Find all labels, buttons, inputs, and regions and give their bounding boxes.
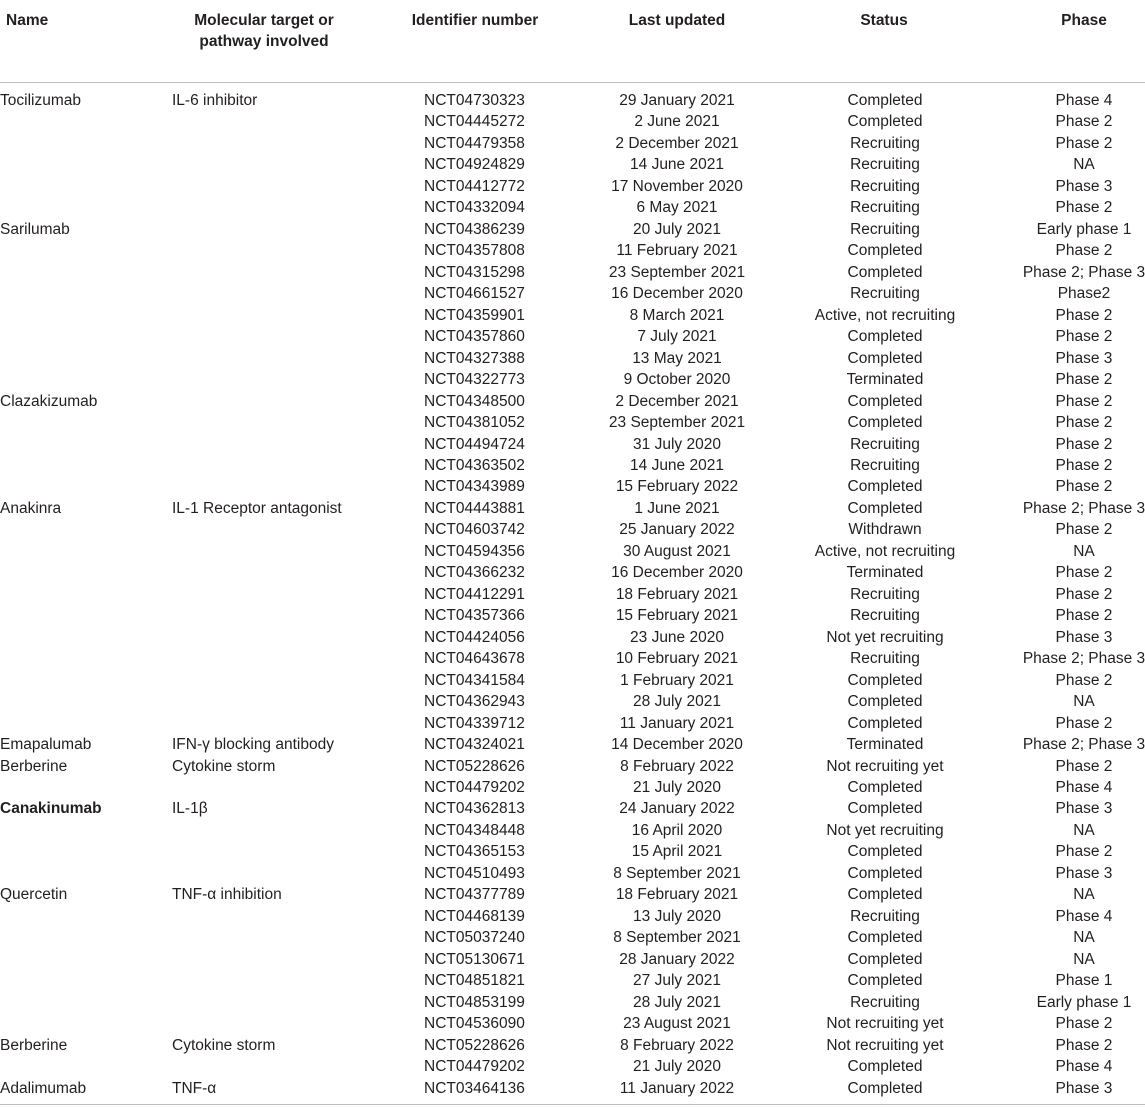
cell-identifier: NCT03464136 (424, 1079, 525, 1097)
table-row (0, 197, 1145, 218)
cell-last-updated: 6 May 2021 (636, 199, 718, 217)
table-row (0, 326, 1145, 347)
cell-last-updated: 28 July 2021 (633, 693, 721, 711)
cell-phase: Phase 3 (1055, 628, 1113, 646)
cell-name: Tocilizumab (0, 92, 81, 109)
cell-phase: Phase 2 (1055, 843, 1113, 861)
cell-phase: Phase 2 (1055, 134, 1113, 152)
cell-phase: Phase 2 (1055, 478, 1113, 496)
cell-phase: Phase 2 (1055, 757, 1113, 775)
cell-status: Recruiting (850, 156, 920, 174)
cell-last-updated: 11 February 2021 (616, 242, 738, 260)
cell-identifier: NCT04386239 (424, 220, 525, 238)
table-row (0, 562, 1145, 583)
cell-status: Completed (847, 950, 923, 968)
table-row (0, 519, 1145, 540)
cell-identifier: NCT04603742 (424, 521, 525, 539)
cell-status: Terminated (846, 371, 924, 389)
table-row (0, 949, 1145, 970)
cell-identifier: NCT04357366 (424, 607, 525, 625)
table-row (0, 176, 1145, 197)
cell-last-updated: 14 June 2021 (630, 456, 724, 474)
cell-identifier: NCT04424056 (424, 628, 525, 646)
table-row (0, 498, 1145, 519)
cell-last-updated: 17 November 2020 (611, 177, 743, 195)
table-row (0, 262, 1145, 283)
cell-phase: Phase 3 (1055, 349, 1113, 367)
cell-status: Completed (847, 972, 923, 990)
cell-status: Completed (847, 414, 923, 432)
cell-identifier: NCT04479202 (424, 779, 525, 796)
table-row (0, 412, 1145, 433)
cell-last-updated: 15 April 2021 (631, 843, 723, 861)
cell-name: Berberine (0, 757, 68, 775)
cell-status: Completed (847, 92, 923, 109)
cell-identifier: NCT05130671 (424, 950, 525, 968)
cell-last-updated: 18 February 2021 (615, 886, 739, 904)
cell-identifier: NCT05037240 (424, 929, 525, 947)
cell-phase: Phase 2 (1055, 1036, 1113, 1054)
table-row (0, 1078, 1145, 1099)
table-row (0, 240, 1145, 261)
table-row (0, 1013, 1145, 1034)
cell-status: Recruiting (850, 177, 920, 195)
cell-phase: Phase 2 (1055, 585, 1113, 603)
cell-status: Completed (847, 499, 923, 517)
header-name: Name (6, 12, 49, 29)
cell-identifier: NCT04377789 (424, 886, 525, 904)
cell-phase: Phase 2 (1055, 242, 1113, 260)
cell-status: Recruiting (850, 650, 920, 668)
cell-last-updated: 27 July 2021 (633, 972, 721, 990)
table-row (0, 434, 1145, 455)
cell-name: Sarilumab (0, 220, 70, 238)
cell-last-updated: 20 July 2021 (633, 220, 721, 238)
cell-identifier: NCT04494724 (424, 435, 525, 453)
cell-status: Terminated (846, 736, 924, 754)
table-row (0, 154, 1145, 175)
cell-phase: Phase 1 (1055, 972, 1113, 990)
table-row (0, 992, 1145, 1013)
cell-status: Completed (847, 328, 923, 346)
cell-last-updated: 2 December 2021 (615, 392, 739, 410)
table-row (0, 476, 1145, 497)
cell-last-updated: 2 June 2021 (634, 113, 720, 131)
table-row (0, 605, 1145, 626)
cell-target: TNF-α inhibition (172, 886, 282, 904)
cell-status: Completed (847, 671, 923, 689)
cell-identifier: NCT04536090 (424, 1015, 525, 1033)
cell-last-updated: 1 February 2021 (620, 671, 734, 689)
cell-name: Berberine (0, 1036, 68, 1054)
cell-last-updated: 11 January 2022 (619, 1079, 735, 1097)
cell-phase: NA (1073, 886, 1095, 904)
table-row (0, 627, 1145, 648)
cell-name: Canakinumab (0, 800, 102, 818)
cell-status: Completed (847, 714, 923, 732)
cell-target: IL-6 inhibitor (172, 92, 258, 109)
cell-identifier: NCT04443881 (424, 499, 525, 517)
table-row (0, 90, 1145, 111)
cell-phase: Phase 2 (1055, 414, 1113, 432)
table-row (0, 541, 1145, 562)
cell-last-updated: 11 January 2021 (619, 714, 735, 732)
cell-phase: Phase 4 (1055, 92, 1113, 109)
cell-target: Cytokine storm (172, 757, 276, 775)
cell-identifier: NCT04348500 (424, 392, 525, 410)
cell-status: Recruiting (850, 134, 920, 152)
cell-phase: Phase 2 (1055, 521, 1113, 539)
cell-status: Completed (847, 779, 923, 796)
cell-identifier: NCT04363502 (424, 456, 525, 474)
cell-last-updated: 8 February 2022 (620, 757, 734, 775)
cell-status: Recruiting (850, 435, 920, 453)
cell-last-updated: 13 May 2021 (632, 349, 722, 367)
cell-status: Completed (847, 1079, 923, 1097)
cell-status: Recruiting (850, 220, 920, 238)
cell-status: Withdrawn (848, 521, 922, 539)
cell-phase: Phase 2 (1055, 306, 1113, 324)
cell-status: Not yet recruiting (826, 821, 944, 839)
cell-last-updated: 10 February 2021 (615, 650, 739, 668)
cell-identifier: NCT04479202 (424, 1058, 525, 1076)
cell-phase: Phase 3 (1055, 864, 1113, 882)
cell-phase: Phase 2 (1055, 671, 1113, 689)
table-row (0, 691, 1145, 712)
cell-identifier: NCT04924829 (424, 156, 525, 174)
cell-status: Completed (847, 843, 923, 861)
cell-phase: Phase 2; Phase 3 (1022, 263, 1145, 281)
cell-status: Active, not recruiting (814, 542, 956, 560)
table-row (0, 841, 1145, 862)
cell-status: Recruiting (850, 907, 920, 925)
cell-identifier: NCT04853199 (424, 993, 525, 1011)
table-body (0, 90, 1145, 1099)
table-row (0, 734, 1145, 755)
cell-phase: Phase 2 (1055, 199, 1113, 217)
table-row (0, 777, 1145, 798)
cell-phase: NA (1073, 693, 1095, 711)
cell-phase: Phase 2 (1055, 113, 1113, 131)
cell-identifier: NCT04412772 (424, 177, 525, 195)
cell-phase: Phase 2; Phase 3 (1022, 650, 1145, 668)
cell-identifier: NCT04366232 (424, 564, 525, 582)
cell-identifier: NCT04479358 (424, 134, 525, 152)
cell-status: Completed (847, 349, 923, 367)
cell-phase: Phase 2 (1055, 607, 1113, 625)
cell-status: Completed (847, 693, 923, 711)
cell-identifier: NCT04362813 (424, 800, 525, 818)
cell-last-updated: 1 June 2021 (634, 499, 720, 517)
table-row (0, 369, 1145, 390)
cell-last-updated: 8 September 2021 (613, 864, 741, 882)
cell-identifier: NCT04851821 (424, 972, 525, 990)
cell-identifier: NCT04324021 (424, 736, 525, 754)
cell-phase: Phase 2; Phase 3 (1022, 736, 1145, 754)
cell-status: Not yet recruiting (826, 628, 944, 646)
cell-name: Adalimumab (0, 1079, 87, 1097)
header-phase: Phase (1061, 12, 1107, 29)
cell-phase: NA (1073, 542, 1095, 560)
cell-last-updated: 29 January 2021 (619, 92, 735, 109)
cell-last-updated: 9 October 2020 (623, 371, 731, 389)
header-identifier: Identifier number (411, 12, 539, 29)
cell-phase: Phase 2; Phase 3 (1022, 499, 1145, 517)
cell-phase: Early phase 1 (1036, 993, 1132, 1011)
cell-last-updated: 14 June 2021 (630, 156, 724, 174)
cell-phase: Phase 2 (1055, 371, 1113, 389)
cell-phase: NA (1073, 821, 1095, 839)
cell-identifier: NCT04730323 (424, 92, 525, 109)
cell-status: Not recruiting yet (826, 1015, 944, 1033)
cell-last-updated: 16 April 2020 (631, 821, 723, 839)
cell-identifier: NCT04381052 (424, 414, 525, 432)
cell-last-updated: 13 July 2020 (633, 907, 721, 925)
cell-last-updated: 16 December 2020 (611, 564, 743, 582)
cell-phase: Phase 2 (1055, 456, 1113, 474)
cell-last-updated: 21 July 2020 (633, 779, 721, 796)
table-row (0, 906, 1145, 927)
cell-last-updated: 25 January 2022 (619, 521, 735, 539)
cell-status: Recruiting (850, 585, 920, 603)
table-row (0, 756, 1145, 777)
table-row (0, 820, 1145, 841)
cell-identifier: NCT04661527 (424, 285, 525, 303)
table-row (0, 305, 1145, 326)
cell-identifier: NCT04322773 (424, 371, 525, 389)
cell-status: Completed (847, 392, 923, 410)
cell-identifier: NCT04332094 (424, 199, 525, 217)
table-row (0, 283, 1145, 304)
cell-status: Completed (847, 478, 923, 496)
table-row (0, 455, 1145, 476)
cell-status: Completed (847, 864, 923, 882)
cell-status: Completed (847, 263, 923, 281)
cell-identifier: NCT04339712 (424, 714, 525, 732)
cell-phase: Phase 2 (1055, 328, 1113, 346)
cell-name: Emapalumab (0, 736, 92, 754)
cell-phase: Phase 3 (1055, 800, 1113, 818)
cell-identifier: NCT04365153 (424, 843, 525, 861)
cell-identifier: NCT05228626 (424, 1036, 525, 1054)
cell-identifier: NCT04343989 (424, 478, 525, 496)
cell-identifier: NCT04362943 (424, 693, 525, 711)
cell-last-updated: 23 September 2021 (608, 414, 746, 432)
table-row (0, 884, 1145, 905)
cell-identifier: NCT04357860 (424, 328, 525, 346)
cell-name: Anakinra (0, 499, 62, 517)
cell-phase: Phase 2 (1055, 435, 1113, 453)
table-row (0, 713, 1145, 734)
cell-identifier: NCT04348448 (424, 821, 525, 839)
cell-last-updated: 16 December 2020 (611, 285, 743, 303)
cell-phase: NA (1073, 929, 1095, 947)
table-row (0, 1056, 1145, 1077)
cell-last-updated: 23 September 2021 (608, 263, 746, 281)
cell-status: Completed (847, 242, 923, 260)
cell-last-updated: 28 January 2022 (619, 950, 735, 968)
cell-status: Recruiting (850, 199, 920, 217)
cell-identifier: NCT04357808 (424, 242, 525, 260)
cell-identifier: NCT04315298 (424, 263, 525, 281)
cell-last-updated: 15 February 2021 (615, 607, 739, 625)
cell-identifier: NCT04359901 (424, 306, 525, 324)
cell-status: Recruiting (850, 285, 920, 303)
table-row (0, 348, 1145, 369)
cell-phase: Phase 2 (1055, 564, 1113, 582)
cell-identifier: NCT04341584 (424, 671, 525, 689)
cell-last-updated: 21 July 2020 (633, 1058, 721, 1076)
cell-last-updated: 2 December 2021 (615, 134, 739, 152)
table-row (0, 584, 1145, 605)
cell-identifier: NCT04412291 (424, 585, 525, 603)
table-row (0, 670, 1145, 691)
cell-phase: Phase 3 (1055, 177, 1113, 195)
cell-identifier: NCT05228626 (424, 757, 525, 775)
table-row (0, 1035, 1145, 1056)
cell-status: Terminated (846, 564, 924, 582)
cell-phase: Phase2 (1057, 285, 1111, 303)
cell-last-updated: 8 March 2021 (629, 306, 725, 324)
cell-identifier: NCT04594356 (424, 542, 525, 560)
cell-phase: Phase 2 (1055, 1015, 1113, 1033)
cell-phase: Phase 4 (1055, 779, 1113, 796)
cell-last-updated: 15 February 2022 (615, 478, 739, 496)
cell-last-updated: 23 August 2021 (623, 1015, 731, 1033)
cell-target: IL-1 Receptor antagonist (172, 499, 342, 517)
table-row (0, 111, 1145, 132)
cell-last-updated: 8 February 2022 (620, 1036, 734, 1054)
cell-target: IL-1β (172, 800, 208, 818)
table-row (0, 133, 1145, 154)
cell-status: Recruiting (850, 607, 920, 625)
bottom-rule (0, 1104, 1145, 1105)
cell-identifier: NCT04468139 (424, 907, 525, 925)
header-status: Status (860, 12, 908, 29)
cell-target: Cytokine storm (172, 1036, 276, 1054)
cell-last-updated: 30 August 2021 (623, 542, 731, 560)
cell-status: Recruiting (850, 993, 920, 1011)
cell-identifier: NCT04327388 (424, 349, 525, 367)
cell-phase: Phase 4 (1055, 907, 1113, 925)
cell-last-updated: 8 September 2021 (613, 929, 741, 947)
cell-phase: Phase 2 (1055, 392, 1113, 410)
cell-status: Completed (847, 1058, 923, 1076)
header-target: Molecular target or pathway involved (194, 12, 334, 50)
cell-phase: Early phase 1 (1036, 220, 1132, 238)
table-row (0, 798, 1145, 819)
header-last-updated: Last updated (628, 12, 726, 29)
cell-status: Not recruiting yet (826, 1036, 944, 1054)
table-row (0, 648, 1145, 669)
table-row (0, 391, 1145, 412)
table-row (0, 219, 1145, 240)
cell-status: Completed (847, 929, 923, 947)
cell-name: Clazakizumab (0, 392, 98, 410)
cell-status: Recruiting (850, 456, 920, 474)
cell-last-updated: 18 February 2021 (615, 585, 739, 603)
cell-status: Active, not recruiting (814, 306, 956, 324)
cell-name: Quercetin (0, 886, 68, 904)
table-row (0, 863, 1145, 884)
cell-phase: NA (1073, 156, 1095, 174)
cell-phase: NA (1073, 950, 1095, 968)
cell-status: Completed (847, 886, 923, 904)
table-header (0, 0, 1145, 83)
cell-status: Completed (847, 800, 923, 818)
cell-phase: Phase 2 (1055, 714, 1113, 732)
cell-last-updated: 23 June 2020 (630, 628, 724, 646)
table-row (0, 970, 1145, 991)
cell-last-updated: 7 July 2021 (637, 328, 717, 346)
cell-phase: Phase 4 (1055, 1058, 1113, 1076)
cell-last-updated: 31 July 2020 (633, 435, 721, 453)
cell-identifier: NCT04643678 (424, 650, 525, 668)
cell-target: TNF-α (172, 1079, 217, 1097)
cell-status: Completed (847, 113, 923, 131)
cell-identifier: NCT04445272 (424, 113, 525, 131)
cell-phase: Phase 3 (1055, 1079, 1113, 1097)
cell-target: IFN-γ blocking antibody (172, 736, 334, 754)
cell-last-updated: 28 July 2021 (633, 993, 721, 1011)
cell-identifier: NCT04510493 (424, 864, 525, 882)
cell-status: Not recruiting yet (826, 757, 944, 775)
cell-last-updated: 14 December 2020 (611, 736, 743, 754)
table-row (0, 927, 1145, 948)
cell-last-updated: 24 January 2022 (619, 800, 735, 818)
